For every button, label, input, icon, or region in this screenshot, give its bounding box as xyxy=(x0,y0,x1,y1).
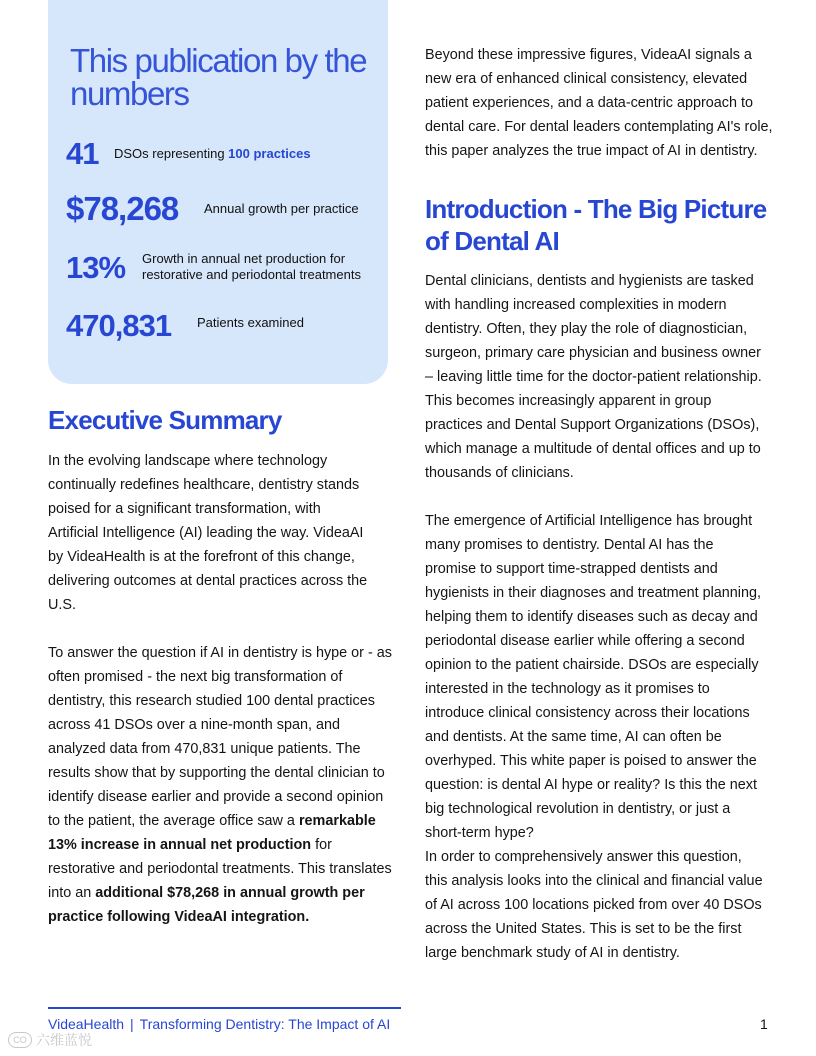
introduction-paragraph-3: In order to comprehensively answer this question, this analysis looks into the clinical and financial value of AI across 100 locations picked from over 40 DSOs across the United States. This is set to be the first large benchmark study of AI in dentistry. xyxy=(425,849,763,961)
executive-summary-paragraph-1: In the evolving landscape where technology continually redefines healthcare, dentistry stands poised for a significant transformation, with Artificial Intelligence (AI) leading the way. VideaAI by VideaHealth is at the forefront of this change, delivering outcomes at dental practices across the U.S. xyxy=(48,453,368,613)
executive-summary-heading: Executive Summary xyxy=(48,405,282,435)
stat-label: Patients examined xyxy=(197,314,304,330)
stats-title: This publication by the numbers xyxy=(70,42,367,112)
stat-label-highlight: 100 practices xyxy=(228,145,311,161)
page-number: 1 xyxy=(760,1016,768,1032)
stat-label: Growth in annual net production for restorative and periodontal treatments xyxy=(142,251,361,282)
footer-brand: VideaHealth xyxy=(48,1016,125,1032)
stat-dsos xyxy=(66,138,311,169)
introduction-paragraph-1: Dental clinicians, dentists and hygienists are tasked with handling increased complexities in modern dentistry. Often, they play the role of diagnostician, surgeon, primary care physician and business owner – leaving little time for the doctor-patient relationship. This becomes increasingly apparent in group practices and Dental Support Organizations (DSOs), which manage a multitude of dental offices and up to thousands of clinicians. xyxy=(425,273,762,481)
intro-paragraph: Beyond these impressive figures, VideaAI signals a new era of enhanced clinical consistency, elevated patient experiences, and a data-centric approach to dental care. For dental leaders contemplating AI's role, this paper analyzes the true impact of AI in dentistry. xyxy=(425,47,773,159)
stat-growth xyxy=(66,192,359,225)
stat-percent xyxy=(66,251,361,283)
stat-number: 13% xyxy=(66,249,126,285)
executive-summary-paragraph-2: To answer the question if AI in dentistry is hype or - as often promised - the next big transformation of dentistry, this research studied 100 dental practices across 41 DSOs over a nine-month span, and analyzed data from 470,831 unique patients. The results show that by supporting the dental clinician to identify disease earlier and provide a second opinion to the patient, the average office saw a remarkable 13% increase in annual net production for restorative and periodontal treatments. This translates into an additional $78,268 in annual growth per practice following VideaAI integration. xyxy=(48,645,392,925)
stat-number: 470,831 xyxy=(66,308,172,343)
watermark-text: 六维蓝悦 xyxy=(36,1032,92,1048)
stat-label: DSOs representing 100 practices xyxy=(114,145,311,161)
stat-number: 41 xyxy=(66,136,99,171)
introduction-heading: Introduction - The Big Picture of Dental AI xyxy=(425,194,767,256)
introduction-paragraph-2: The emergence of Artificial Intelligence has brought many promises to dentistry. Dental AI has the promise to support time-strapped dentists and hygienists in their diagnoses and treatment planning, helping them to identify diseases such as decay and periodontal disease earlier while offering a second opinion to the patient chairside. DSOs are especially interested in the technology as it promises to introduce clinical consistency across their locations and dentists. At the same time, AI can often be overhyped. This white paper is poised to answer the question: is dental AI hype or reality? Is this the next big technological revolution in dentistry, or just a short-term hype? xyxy=(425,513,761,841)
watermark-logo-icon: CO xyxy=(8,1032,32,1048)
watermark xyxy=(8,1030,92,1050)
stat-number: $78,268 xyxy=(66,190,179,227)
footer-rule xyxy=(48,1007,401,1009)
footer-separator: | xyxy=(130,1016,134,1032)
footer-title: Transforming Dentistry: The Impact of AI xyxy=(139,1016,391,1032)
highlight-growth: additional $78,268 in annual growth per practice following VideaAI integration. xyxy=(48,885,365,925)
footer xyxy=(48,1016,390,1032)
stat-label: Annual growth per practice xyxy=(204,200,359,216)
highlight-production: remarkable 13% increase in annual net production xyxy=(48,813,376,853)
stat-patients xyxy=(66,310,304,341)
